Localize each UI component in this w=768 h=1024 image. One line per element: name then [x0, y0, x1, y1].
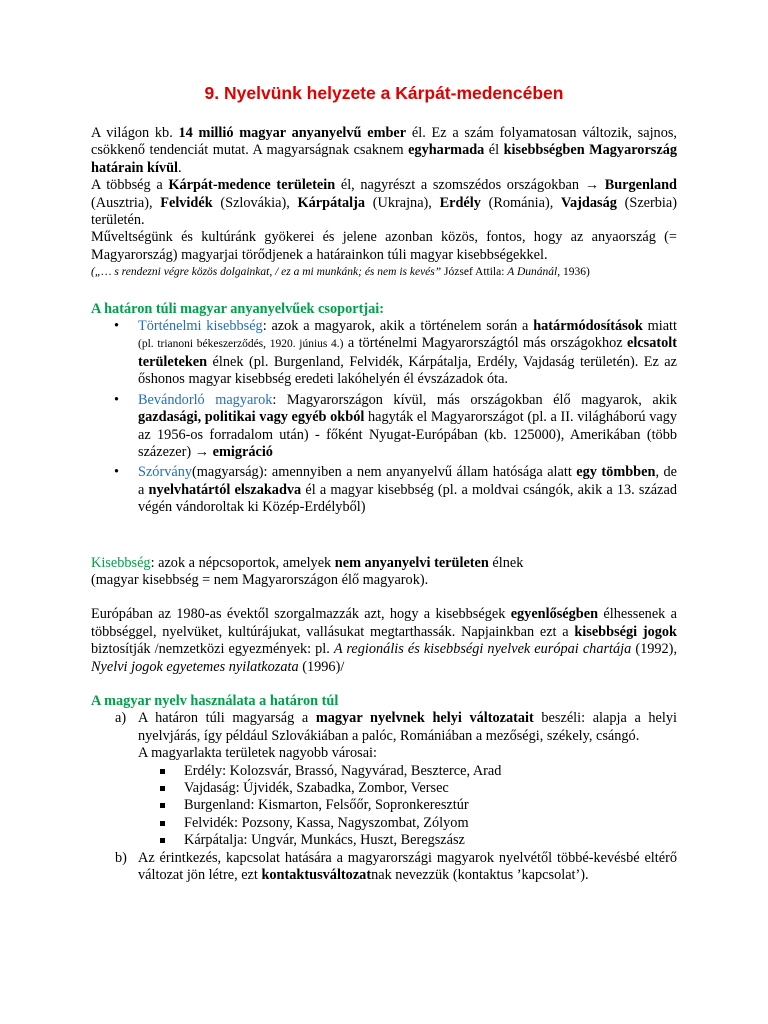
bold-text: kisebbségi jogok: [574, 623, 677, 640]
text: Európában az 1980-as évektől szorgalmazzák azt, hogy a kisebbségek: [91, 606, 511, 623]
cities-list: [138, 763, 677, 850]
square-bullet-icon: [160, 838, 165, 843]
term: Szórvány: [138, 464, 192, 481]
quote-work: A Dunánál: [507, 266, 558, 279]
bullet-icon: •: [114, 318, 120, 335]
text: (magyarság): amennyiben a nem anyanyelvű állam hatósága alatt: [192, 464, 577, 481]
text: élnek (pl. Burgenland, Felvidék, Kárpátalja, Erdély, Vajdaság területén). Ez az őshonos magyar kisebbség eredeti lakóhelyén él évszázadok óta.: [138, 353, 677, 388]
usage-heading: A magyar nyelv használata a határon túl: [91, 692, 339, 709]
bold-text: Burgenland: [604, 177, 677, 194]
list-item: [138, 763, 677, 780]
text: A világon kb.: [91, 125, 179, 141]
text: : Magyarországon kívül, más országokban élő magyarok, akik: [272, 391, 677, 408]
bold-text: nyelvhatártól elszakadva: [148, 481, 302, 498]
list-item: [91, 464, 677, 516]
list-item: [138, 815, 677, 832]
city-line: Burgenland: Kismarton, Felsőőr, Sopronkeresztúr: [184, 797, 469, 814]
text: (Románia),: [480, 194, 562, 211]
europe-paragraph: [91, 606, 677, 676]
city-line: Kárpátalja: Ungvár, Munkács, Huszt, Beregszász: [184, 832, 465, 849]
italic-text: Nyelvi jogok egyetemes nyilatkozata: [91, 658, 299, 675]
bold-text: Felvidék: [160, 194, 213, 211]
bold-text: emigráció: [209, 443, 273, 460]
square-bullet-icon: [160, 786, 165, 791]
groups-heading: A határon túli magyar anyanyelvűek csoportjai:: [91, 300, 384, 317]
minority-definition-note: (magyar kisebbség = nem Magyarországon élő magyarok).: [91, 571, 429, 588]
list-marker: b): [115, 849, 127, 866]
bold-text: Vajdaság: [561, 194, 617, 211]
city-line: Vajdaság: Újvidék, Szabadka, Zombor, Versec: [184, 780, 449, 796]
list-marker: a): [115, 710, 127, 727]
text: él: [484, 142, 504, 159]
small-note: (pl. trianoni békeszerződés, 1920. június 4.): [138, 338, 344, 351]
groups-list: [91, 318, 677, 516]
list-item: [138, 797, 677, 814]
text: biztosítják /nemzetközi egyezmények: pl.: [91, 641, 334, 658]
text: A határon túli magyarság a: [138, 710, 316, 727]
quote-year: , 1936): [557, 266, 590, 279]
bold-text: magyar nyelvnek helyi változatait: [315, 710, 534, 727]
quote-text: („… s rendezni végre közös dolgainkat, / ez a mi munkánk; és nem is kevés”: [91, 266, 442, 279]
bold-text: gazdasági, politikai vagy egyéb okból: [138, 409, 365, 426]
text: (Szlovákia),: [212, 194, 298, 211]
text: : azok a magyarok, akik a történelem során a: [262, 318, 534, 335]
page-title: 9. Nyelvünk helyzete a Kárpát-medencében: [204, 83, 564, 103]
text: : azok a népcsoportok, amelyek: [150, 554, 335, 571]
bold-text: egyenlőségben: [510, 606, 599, 623]
text: .: [178, 159, 182, 176]
term: Kisebbség: [91, 554, 151, 571]
arrow-right-icon: →: [194, 443, 210, 460]
text: , de a: [138, 464, 677, 498]
intro-paragraph-1: [91, 125, 677, 177]
text: a történelmi Magyarországtól más országokhoz: [343, 335, 627, 352]
text: (Ausztria),: [91, 194, 161, 211]
text: beszéli: alapja a helyi nyelvjárás, így például Szlovákiában a palóc, Romániában a mezőségi, székely, csángó.: [138, 710, 677, 744]
bold-text: 14 millió magyar anyanyelvű ember: [178, 125, 407, 141]
text: nak nevezzük (kontaktus ’kapcsolat’).: [371, 867, 589, 884]
text: él, nagyrészt a szomszédos országokban: [335, 177, 585, 194]
city-line: Erdély: Kolozsvár, Brassó, Nagyvárad, Beszterce, Arad: [184, 762, 502, 779]
bold-text: nem anyanyelvi területen: [334, 554, 489, 571]
bullet-icon: •: [114, 464, 120, 481]
square-bullet-icon: [160, 769, 165, 774]
list-item: [91, 392, 677, 462]
bold-text: egy tömbben: [576, 464, 656, 481]
document-page: [91, 82, 677, 884]
text: él. Ez a szám folyamatosan változik, sajnos, csökkenő tendenciát mutat. A magyarságnak csaknem: [91, 125, 677, 159]
usage-list: [91, 710, 677, 884]
text: (1996)/: [298, 658, 345, 675]
text: hagyták el Magyarországot (pl. a II. világháború vagy az 1956-os forradalom után) - főként Nyugat-Európában (kb. 125000), Amerikában (több százezer): [138, 409, 678, 460]
minority-definition: [91, 555, 677, 572]
text: Az érintkezés, kapcsolat hatására a magyarországi magyarok nyelvétől többé-kevésbé eltérő változat jön létre, ezt: [138, 849, 677, 884]
list-item: [138, 780, 677, 797]
bold-text: kontaktusváltozat: [261, 867, 372, 884]
bold-text: Kárpátalja: [297, 194, 366, 211]
list-item: [91, 710, 677, 849]
poem-quote: [91, 264, 677, 281]
square-bullet-icon: [160, 803, 165, 808]
bold-text: Kárpát-medence területein: [168, 177, 336, 194]
text: élhessenek a többséggel, nyelvüket, kultúrájukat, vallásukat megtarthassák. Napjainkban ezt a: [91, 606, 677, 640]
bold-text: határmódosítások: [533, 318, 643, 335]
bold-text: egyharmada: [408, 142, 485, 159]
intro-paragraph-3: Műveltségünk és kultúránk gyökerei és jelene azonban közös, fontos, hogy az anyaország (= Magyarország) magyarjai törődjenek a határainkon túli magyar kisebbségekkel.: [91, 229, 677, 263]
text: élnek: [488, 554, 524, 571]
list-item: [138, 832, 677, 849]
quote-author: József Attila:: [441, 266, 508, 279]
intro-paragraph-2: [91, 177, 677, 229]
text: miatt: [642, 318, 677, 335]
bold-text: Erdély: [439, 194, 481, 211]
cities-intro: A magyarlakta területek nagyobb városai:: [138, 745, 377, 762]
square-bullet-icon: [160, 821, 165, 826]
bold-text: kisebbségben Magyarország határain kívül: [91, 142, 678, 176]
text: A többség a: [91, 177, 169, 194]
term: Történelmi kisebbség: [138, 318, 263, 335]
text: (Ukrajna),: [365, 194, 440, 211]
bold-text: elcsatolt területeken: [138, 335, 677, 370]
term: Bevándorló magyarok: [138, 391, 273, 408]
italic-text: A regionális és kisebbségi nyelvek európai chartája: [333, 641, 632, 658]
arrow-right-icon: →: [584, 177, 600, 194]
list-item: [91, 850, 677, 885]
text: (Szerbia) területén.: [91, 194, 677, 229]
text: él a magyar kisebbség (pl. a moldvai csángók, akik a 13. század végén vándoroltak ki Közép-Erdélyből): [138, 481, 677, 516]
city-line: Felvidék: Pozsony, Kassa, Nagyszombat, Zólyom: [184, 814, 469, 831]
bullet-icon: •: [114, 391, 120, 408]
list-item: [91, 318, 677, 389]
text: (1992),: [631, 641, 678, 658]
